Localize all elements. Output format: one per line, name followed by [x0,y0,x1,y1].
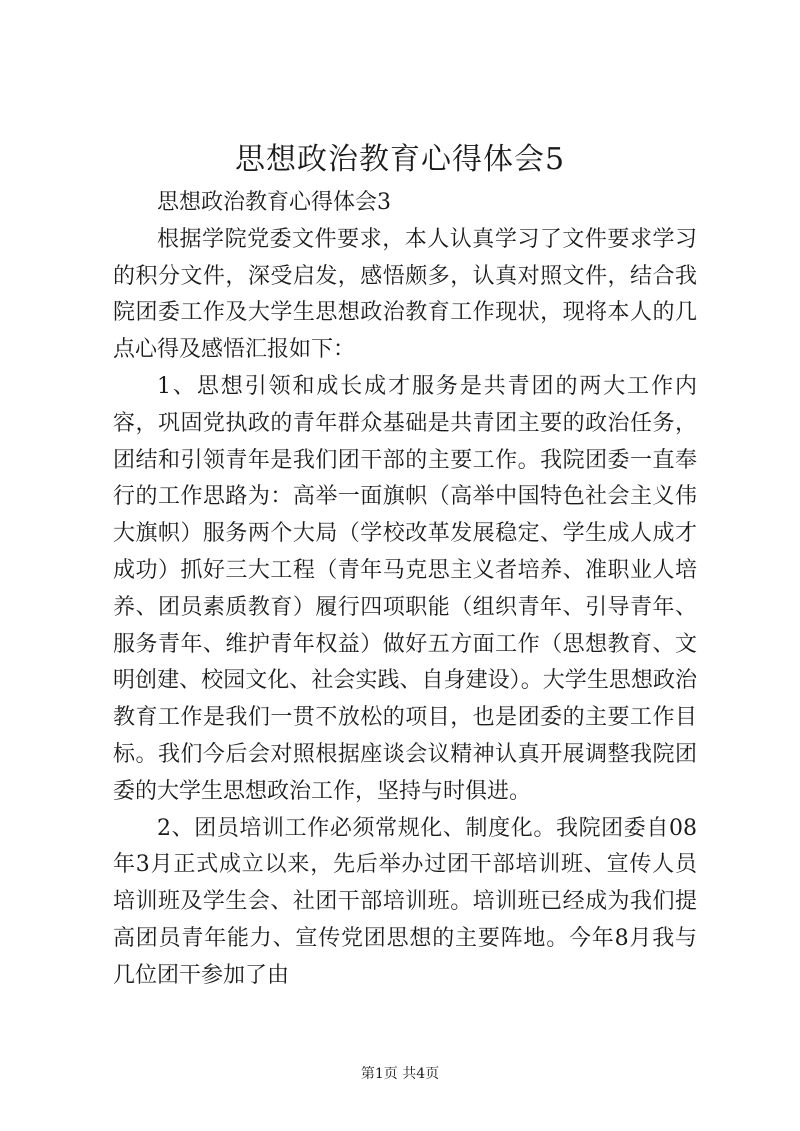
paragraph-point-1: 1、思想引领和成长成才服务是共青团的两大工作内容，巩固党执政的青年群众基础是共青团主要的政治任务，团结和引领青年是我们团干部的主要工作。我院团委一直奉行的工作思路为：高举一面旗帜（高举中国特色社会主义伟大旗帜）服务两个大局（学校改革发展稳定、学生成人成才成功）抓好三大工程（青年马克思主义者培养、准职业人培养、团员素质教育）履行四项职能（组织青年、引导青年、服务青年、维护青年权益）做好五方面工作（思想教育、文明创建、校园文化、社会实践、自身建设）。大学生思想政治教育工作是我们一贯不放松的项目，也是团委的主要工作目标。我们今后会对照根据座谈会议精神认真开展调整我院团委的大学生思想政治工作，坚持与时俱进。 [113,373,697,804]
page-footer: 第1页 共4页 [360,1066,440,1082]
document-title: 思想政治教育心得体会5 [234,142,566,177]
paragraph-point-2: 2、团员培训工作必须常规化、制度化。我院团委自08年3月正式成立以来，先后举办过团干部培训班、宣传人员培训班及学生会、社团干部培训班。培训班已经成为我们提高团员青年能力、宣传党团思想的主要阵地。今年8月我与几位团干参加了由 [113,815,697,988]
paragraph-intro: 根据学院党委文件要求，本人认真学习了文件要求学习的积分文件，深受启发，感悟颇多，认真对照文件，结合我院团委工作及大学生思想政治教育工作现状，现将本人的几点心得及感悟汇报如下： [113,226,697,363]
document-body [113,185,697,995]
paragraph-subtitle: 思想政治教育心得体会3 [157,190,391,215]
